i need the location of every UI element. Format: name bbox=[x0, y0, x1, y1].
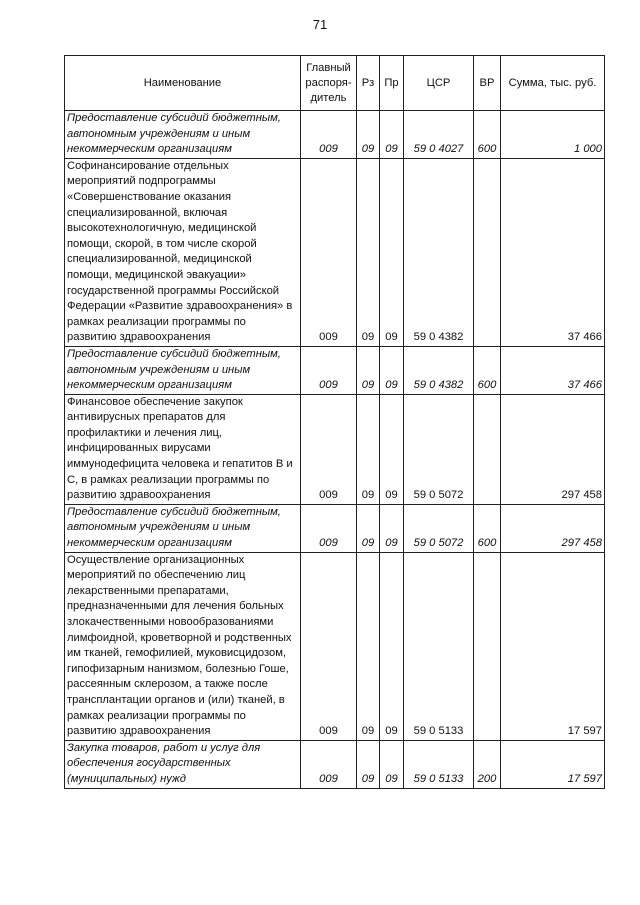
row-rz: 09 bbox=[357, 740, 380, 788]
table-row bbox=[65, 158, 605, 346]
row-name: Предоставление субсидий бюджетным, автономным учреждениям и иным некоммерческим организациям bbox=[65, 504, 301, 552]
table-row bbox=[65, 394, 605, 504]
row-rz: 09 bbox=[357, 111, 380, 159]
row-vr: 600 bbox=[474, 111, 501, 159]
row-csr: 59 0 5072 bbox=[404, 504, 474, 552]
header-vr: ВР bbox=[474, 56, 501, 111]
header-csr: ЦСР bbox=[404, 56, 474, 111]
row-chief-admin: 009 bbox=[301, 504, 357, 552]
row-csr: 59 0 4027 bbox=[404, 111, 474, 159]
row-csr: 59 0 4382 bbox=[404, 346, 474, 394]
row-pr: 09 bbox=[380, 552, 404, 740]
row-name: Предоставление субсидий бюджетным, автономным учреждениям и иным некоммерческим организациям bbox=[65, 111, 301, 159]
row-vr: 600 bbox=[474, 346, 501, 394]
row-name: Софинансирование отдельных мероприятий подпрограммы «Совершенствование оказания специализированной, включая высокотехнологичную, медицинской помощи, скорой, в том числе скорой специализированной, медицинской помощи, медицинской эвакуации» государственной программы Российской Федерации «Развитие здравоохранения» в рамках реализации программы по развитию здравоохранения bbox=[65, 158, 301, 346]
row-rz: 09 bbox=[357, 346, 380, 394]
row-chief-admin: 009 bbox=[301, 394, 357, 504]
header-name: Наименование bbox=[65, 56, 301, 111]
row-csr: 59 0 5133 bbox=[404, 740, 474, 788]
row-pr: 09 bbox=[380, 111, 404, 159]
row-sum: 297 458 bbox=[501, 504, 605, 552]
row-vr bbox=[474, 394, 501, 504]
row-pr: 09 bbox=[380, 504, 404, 552]
table-row bbox=[65, 346, 605, 394]
row-name: Предоставление субсидий бюджетным, автономным учреждениям и иным некоммерческим организациям bbox=[65, 346, 301, 394]
row-pr: 09 bbox=[380, 158, 404, 346]
row-name: Осуществление организационных мероприятий по обеспечению лиц лекарственными препаратами, предназначенными для лечения больных злокачественными новообразованиями лимфоидной, кроветворной и родственных им тканей, гемофилией, муковисцидозом, гипофизарным нанизмом, болезнью Гоше, рассеянным склерозом, а также после трансплантации органов и (или) тканей, в рамках реализации программы по развитию здравоохранения bbox=[65, 552, 301, 740]
row-sum: 37 466 bbox=[501, 158, 605, 346]
row-sum: 17 597 bbox=[501, 740, 605, 788]
row-sum: 17 597 bbox=[501, 552, 605, 740]
row-rz: 09 bbox=[357, 504, 380, 552]
row-sum: 297 458 bbox=[501, 394, 605, 504]
header-pr: Пр bbox=[380, 56, 404, 111]
header-sum: Сумма, тыс. руб. bbox=[501, 56, 605, 111]
row-sum: 1 000 bbox=[501, 111, 605, 159]
budget-table bbox=[64, 55, 605, 789]
row-chief-admin: 009 bbox=[301, 158, 357, 346]
row-pr: 09 bbox=[380, 740, 404, 788]
table-row bbox=[65, 504, 605, 552]
table-row bbox=[65, 552, 605, 740]
row-sum: 37 466 bbox=[501, 346, 605, 394]
row-rz: 09 bbox=[357, 394, 380, 504]
row-chief-admin: 009 bbox=[301, 740, 357, 788]
row-chief-admin: 009 bbox=[301, 111, 357, 159]
row-csr: 59 0 4382 bbox=[404, 158, 474, 346]
row-vr bbox=[474, 552, 501, 740]
page-number: 71 bbox=[312, 17, 328, 32]
row-csr: 59 0 5133 bbox=[404, 552, 474, 740]
row-vr: 600 bbox=[474, 504, 501, 552]
row-pr: 09 bbox=[380, 394, 404, 504]
header-chief-admin: Главный распоря-дитель bbox=[301, 56, 357, 111]
row-chief-admin: 009 bbox=[301, 346, 357, 394]
row-rz: 09 bbox=[357, 552, 380, 740]
row-name: Финансовое обеспечение закупок антивирусных препаратов для профилактики и лечения лиц, инфицированных вирусами иммунодефицита человека и гепатитов В и С, в рамках реализации программы по развитию здравоохранения bbox=[65, 394, 301, 504]
row-vr: 200 bbox=[474, 740, 501, 788]
table-row bbox=[65, 111, 605, 159]
table-header-row bbox=[65, 56, 605, 111]
row-csr: 59 0 5072 bbox=[404, 394, 474, 504]
table-row bbox=[65, 740, 605, 788]
row-name: Закупка товаров, работ и услуг для обеспечения государственных (муниципальных) нужд bbox=[65, 740, 301, 788]
row-chief-admin: 009 bbox=[301, 552, 357, 740]
row-rz: 09 bbox=[357, 158, 380, 346]
row-vr bbox=[474, 158, 501, 346]
header-rz: Рз bbox=[357, 56, 380, 111]
row-pr: 09 bbox=[380, 346, 404, 394]
